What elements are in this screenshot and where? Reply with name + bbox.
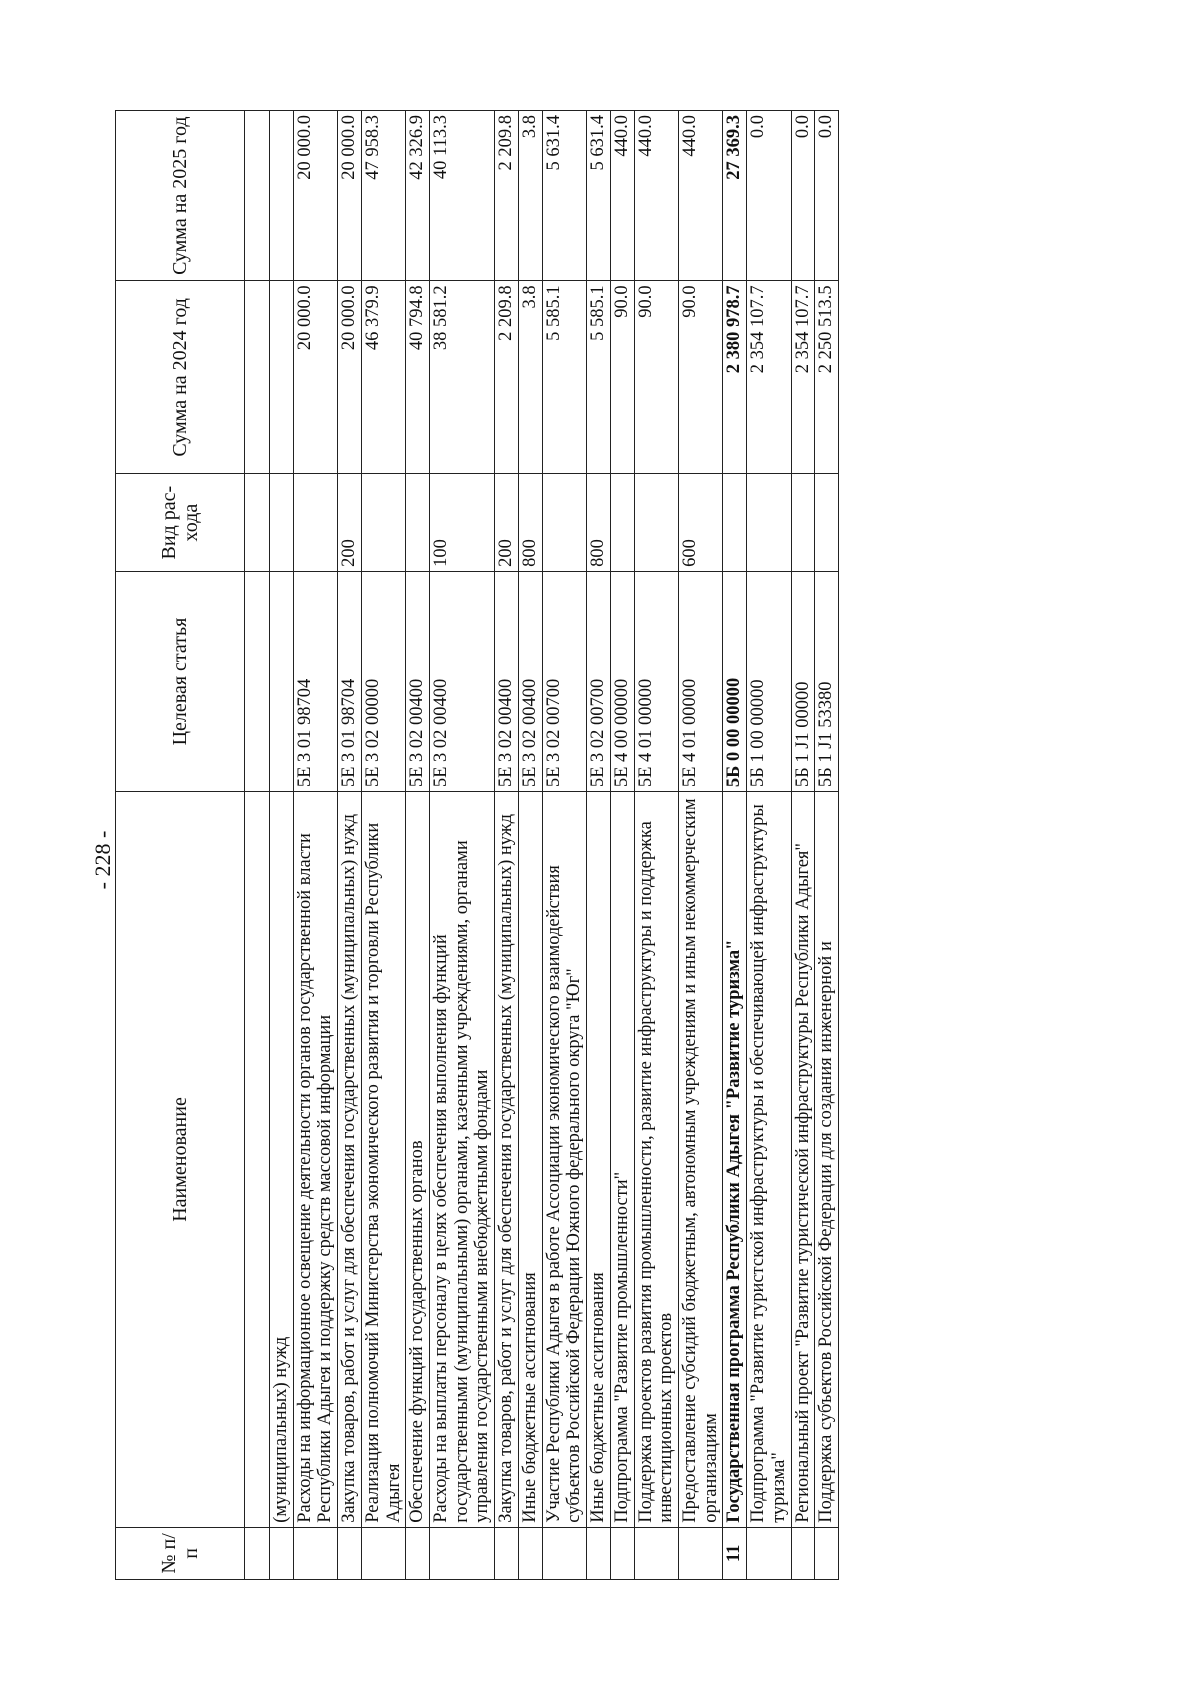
header-name: Наименование bbox=[116, 792, 245, 1528]
cell-name: Закупка товаров, работ и услуг для обеспечения государственных (муниципальных) нужд bbox=[338, 792, 362, 1528]
cell-name: Подпрограмма "Развитие туристской инфраструктуры и обеспечивающей инфраструктуры туризма" bbox=[747, 792, 791, 1528]
cell-code: 5Е 3 02 00400 bbox=[518, 571, 542, 791]
table-row bbox=[270, 111, 294, 1580]
cell-code: 5Б 1 J1 00000 bbox=[791, 571, 815, 791]
cell-sum-2024: 2 250 513.5 bbox=[815, 281, 839, 474]
cell-name: Обеспечение функций государственных органов bbox=[406, 792, 430, 1528]
table-row bbox=[495, 111, 519, 1580]
cell-code: 5Е 3 01 98704 bbox=[338, 571, 362, 791]
table-row bbox=[338, 111, 362, 1580]
cell-vid: 200 bbox=[338, 474, 362, 572]
cell-code bbox=[270, 571, 294, 791]
cell-code: 5Е 3 02 00400 bbox=[406, 571, 430, 791]
table-row bbox=[542, 111, 586, 1580]
cell-name: Подпрограмма "Развитие промышленности" bbox=[610, 792, 634, 1528]
cell-name: Реализация полномочий Министерства экономического развития и торговли Республики Адыгея bbox=[361, 792, 405, 1528]
table-row bbox=[815, 111, 839, 1580]
cell-code: 5Е 3 01 98704 bbox=[293, 571, 337, 791]
cell-vid bbox=[610, 474, 634, 572]
cell-code: 5Е 4 01 00000 bbox=[634, 571, 678, 791]
cell-sum-2025: 40 113.3 bbox=[430, 111, 495, 281]
cell-sum-2025: 0.0 bbox=[747, 111, 791, 281]
cell-name: Расходы на выплаты персоналу в целях обеспечения выполнения функций государственными (муниципальными) органами, казенными учреждениями, органами управления государственными внебюджетными фондами bbox=[430, 792, 495, 1528]
cell-num bbox=[338, 1527, 362, 1579]
cell-vid bbox=[361, 474, 405, 572]
cell-name: Расходы на информационное освещение деятельности органов государственной власти Республики Адыгея и поддержку средств массовой информации bbox=[293, 792, 337, 1528]
cell-sum-2024: 3.8 bbox=[518, 281, 542, 474]
cell-code: 5Е 3 02 00400 bbox=[495, 571, 519, 791]
header-sum-2025: Сумма на 2025 год bbox=[116, 111, 245, 281]
table-row bbox=[747, 111, 791, 1580]
cell-num bbox=[430, 1527, 495, 1579]
cell-sum-2024: 5 585.1 bbox=[587, 281, 611, 474]
cell-name: Иные бюджетные ассигнования bbox=[587, 792, 611, 1528]
table-row bbox=[518, 111, 542, 1580]
cell-name: Поддержка проектов развития промышленности, развитие инфраструктуры и поддержка инвестиционных проектов bbox=[634, 792, 678, 1528]
cell-num bbox=[678, 1527, 722, 1579]
table-row bbox=[634, 111, 678, 1580]
cell-vid bbox=[270, 474, 294, 572]
cell-sum-2024: 2 380 978.7 bbox=[723, 281, 747, 474]
cell-name: (муниципальных) нужд bbox=[270, 792, 294, 1528]
cell-vid bbox=[634, 474, 678, 572]
cell-num bbox=[518, 1527, 542, 1579]
cell-name: Иные бюджетные ассигнования bbox=[518, 792, 542, 1528]
cell-sum-2024: 90.0 bbox=[634, 281, 678, 474]
header-num: № п/п bbox=[116, 1527, 245, 1579]
cell-sum-2025: 5 631.4 bbox=[542, 111, 586, 281]
table-row bbox=[610, 111, 634, 1580]
header-vid: Вид рас- хода bbox=[116, 474, 245, 572]
table-row bbox=[293, 111, 337, 1580]
cell-vid bbox=[293, 474, 337, 572]
cell-num bbox=[634, 1527, 678, 1579]
cell-sum-2024: 2 209.8 bbox=[495, 281, 519, 474]
cell-code: 5Е 3 02 00000 bbox=[361, 571, 405, 791]
cell-vid: 200 bbox=[495, 474, 519, 572]
cell-num: 11 bbox=[723, 1527, 747, 1579]
page-number: - 228 - bbox=[90, 830, 115, 890]
cell-sum-2024: 2 354 107.7 bbox=[791, 281, 815, 474]
table-body bbox=[245, 111, 839, 1580]
budget-table-rotated bbox=[115, 110, 1177, 1580]
cell-name: Предоставление субсидий бюджетным, автономным учреждениям и иным некоммерческим организациям bbox=[678, 792, 722, 1528]
cell-vid bbox=[723, 474, 747, 572]
cell-sum-2025: 2 209.8 bbox=[495, 111, 519, 281]
cell-vid bbox=[747, 474, 791, 572]
cell-sum-2024: 38 581.2 bbox=[430, 281, 495, 474]
cell-sum-2025: 3.8 bbox=[518, 111, 542, 281]
cell-name: Региональный проект "Развитие туристической инфраструктуры Республики Адыгея" bbox=[791, 792, 815, 1528]
cell-sum-2025: 20 000.0 bbox=[293, 111, 337, 281]
header-code: Целевая статья bbox=[116, 571, 245, 791]
budget-table bbox=[115, 110, 839, 1580]
cell-vid: 100 bbox=[430, 474, 495, 572]
table-row bbox=[723, 111, 747, 1580]
cell-code: 5Е 3 02 00700 bbox=[587, 571, 611, 791]
cell-vid: 800 bbox=[587, 474, 611, 572]
cell-sum-2025: 440.0 bbox=[634, 111, 678, 281]
cell-num bbox=[270, 1527, 294, 1579]
cell-sum-2025: 440.0 bbox=[678, 111, 722, 281]
cell-vid: 800 bbox=[518, 474, 542, 572]
cell-sum-2025: 5 631.4 bbox=[587, 111, 611, 281]
cell-num bbox=[495, 1527, 519, 1579]
cell-num bbox=[791, 1527, 815, 1579]
cell-vid: 600 bbox=[678, 474, 722, 572]
cell-name: Закупка товаров, работ и услуг для обеспечения государственных (муниципальных) нужд bbox=[495, 792, 519, 1528]
table-row bbox=[361, 111, 405, 1580]
cell-sum-2024: 20 000.0 bbox=[338, 281, 362, 474]
cell-sum-2024: 2 354 107.7 bbox=[747, 281, 791, 474]
cell-vid bbox=[791, 474, 815, 572]
cell-code: 5Б 0 00 00000 bbox=[723, 571, 747, 791]
table-row bbox=[587, 111, 611, 1580]
cell-vid bbox=[542, 474, 586, 572]
cell-sum-2024: 20 000.0 bbox=[293, 281, 337, 474]
cell-num bbox=[587, 1527, 611, 1579]
cell-num bbox=[815, 1527, 839, 1579]
cell-sum-2025: 27 369.3 bbox=[723, 111, 747, 281]
budget-table-container bbox=[115, 110, 1177, 1580]
cell-code: 5Е 4 01 00000 bbox=[678, 571, 722, 791]
cell-sum-2024: 5 585.1 bbox=[542, 281, 586, 474]
cell-sum-2024: 46 379.9 bbox=[361, 281, 405, 474]
cell-vid bbox=[406, 474, 430, 572]
header-sum-2024: Сумма на 2024 год bbox=[116, 281, 245, 474]
cell-name: Участие Республики Адыгея в работе Ассоциации экономического взаимодействия субъектов Российской Федерации Южного федерального округа "Юг" bbox=[542, 792, 586, 1528]
table-row bbox=[406, 111, 430, 1580]
cell-sum-2024: 90.0 bbox=[610, 281, 634, 474]
cell-code: 5Б 1 00 00000 bbox=[747, 571, 791, 791]
cell-num bbox=[542, 1527, 586, 1579]
table-row bbox=[430, 111, 495, 1580]
table-row bbox=[678, 111, 722, 1580]
cell-sum-2025: 0.0 bbox=[815, 111, 839, 281]
cell-sum-2025 bbox=[270, 111, 294, 281]
cell-num bbox=[406, 1527, 430, 1579]
cell-num bbox=[747, 1527, 791, 1579]
cell-name: Государственная программа Республики Адыгея "Развитие туризма" bbox=[723, 792, 747, 1528]
table-row bbox=[791, 111, 815, 1580]
cell-name: Поддержка субъектов Российской Федерации для создания инженерной и bbox=[815, 792, 839, 1528]
cell-num bbox=[610, 1527, 634, 1579]
cell-sum-2025: 0.0 bbox=[791, 111, 815, 281]
table-row-blank bbox=[245, 111, 270, 1580]
cell-sum-2025: 42 326.9 bbox=[406, 111, 430, 281]
cell-sum-2025: 440.0 bbox=[610, 111, 634, 281]
cell-sum-2024: 90.0 bbox=[678, 281, 722, 474]
cell-code: 5Е 4 00 00000 bbox=[610, 571, 634, 791]
table-header-row bbox=[116, 111, 245, 1580]
cell-sum-2025: 47 958.3 bbox=[361, 111, 405, 281]
cell-code: 5Е 3 02 00400 bbox=[430, 571, 495, 791]
cell-sum-2025: 20 000.0 bbox=[338, 111, 362, 281]
cell-vid bbox=[815, 474, 839, 572]
cell-code: 5Б 1 J1 53380 bbox=[815, 571, 839, 791]
cell-sum-2024 bbox=[270, 281, 294, 474]
cell-sum-2024: 40 794.8 bbox=[406, 281, 430, 474]
cell-code: 5Е 3 02 00700 bbox=[542, 571, 586, 791]
cell-num bbox=[293, 1527, 337, 1579]
cell-num bbox=[361, 1527, 405, 1579]
